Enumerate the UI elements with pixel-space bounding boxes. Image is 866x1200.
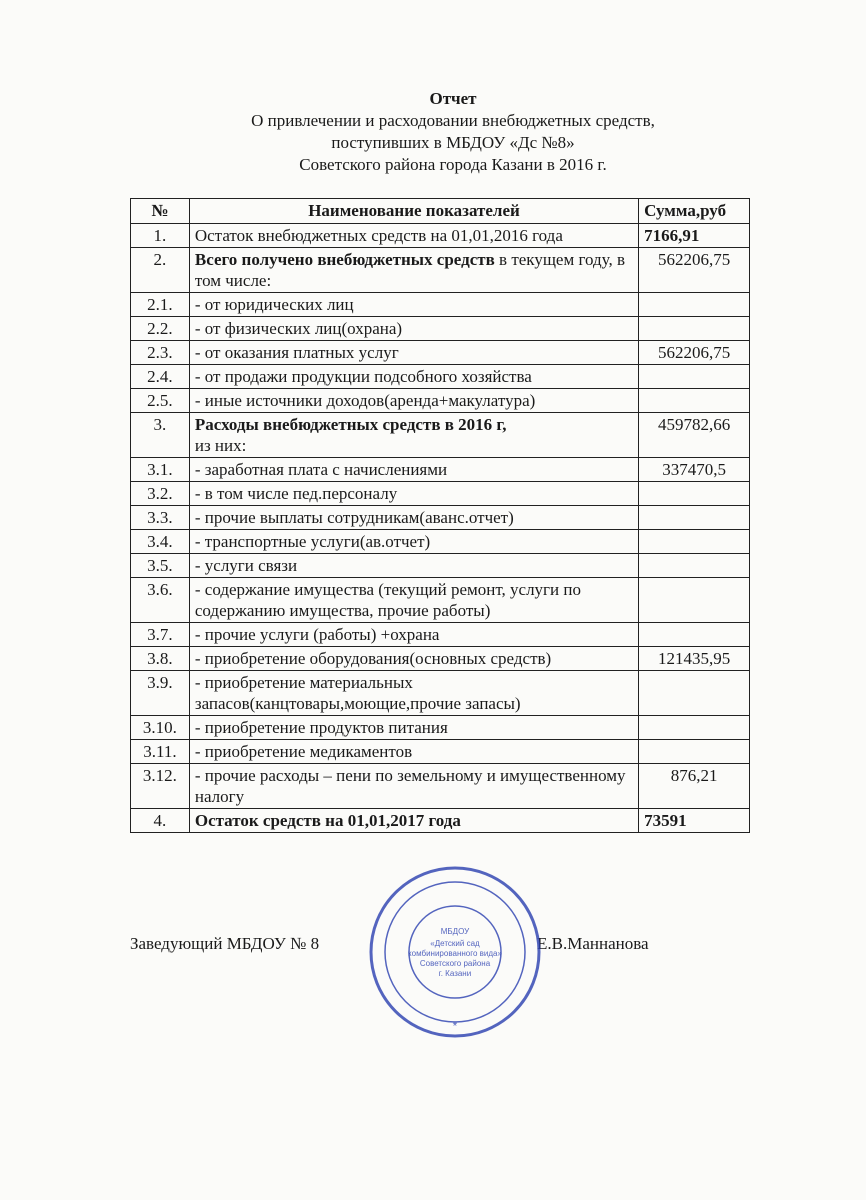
svg-text:г. Казани: г. Казани	[438, 969, 472, 978]
row-name-text: - от физических лиц(охрана)	[194, 319, 403, 338]
row-number: 3.4.	[131, 530, 190, 554]
row-number: 3.7.	[131, 623, 190, 647]
row-name-text: - прочие расходы – пени по земельному и имущественному налогу	[194, 766, 626, 806]
table-row	[131, 248, 750, 293]
table-row	[131, 341, 750, 365]
row-indicator-name	[189, 389, 638, 413]
row-name-text: - прочие услуги (работы) +охрана	[194, 625, 440, 644]
row-number: 2.1.	[131, 293, 190, 317]
column-header-name: Наименование показателей	[189, 199, 638, 224]
row-indicator-name	[189, 317, 638, 341]
row-sum: 876,21	[639, 764, 750, 809]
row-number: 3.3.	[131, 506, 190, 530]
row-sum	[639, 530, 750, 554]
svg-text:Советского района: Советского района	[419, 959, 491, 968]
row-sum	[639, 740, 750, 764]
row-indicator-name	[189, 647, 638, 671]
row-name-bold: Остаток средств на 01,01,2017 года	[194, 811, 461, 830]
row-number: 3.	[131, 413, 190, 458]
row-sum	[639, 506, 750, 530]
row-number: 3.5.	[131, 554, 190, 578]
row-number: 1.	[131, 224, 190, 248]
document-title: Отчет	[429, 89, 477, 108]
row-name-text: - содержание имущества (текущий ремонт, услуги по содержанию имущества, прочие работы)	[194, 580, 581, 620]
row-sum	[639, 482, 750, 506]
table-row	[131, 482, 750, 506]
table-row	[131, 623, 750, 647]
row-name-text: - приобретение медикаментов	[194, 742, 413, 761]
table-row	[131, 809, 750, 833]
row-name-text: - прочие выплаты сотрудникам(аванс.отчет)	[194, 508, 514, 527]
row-number: 3.6.	[131, 578, 190, 623]
row-indicator-name	[189, 809, 638, 833]
row-indicator-name	[189, 482, 638, 506]
row-sum: 459782,66	[639, 413, 750, 458]
row-name-bold: Всего получено внебюджетных средств	[194, 250, 495, 269]
table-row	[131, 554, 750, 578]
row-sum: 562206,75	[639, 248, 750, 293]
row-sum	[639, 317, 750, 341]
table-row	[131, 293, 750, 317]
row-name-text: - транспортные услуги(ав.отчет)	[194, 532, 431, 551]
row-sum	[639, 293, 750, 317]
row-name-text: - от оказания платных услуг	[194, 343, 399, 362]
row-sum	[639, 365, 750, 389]
table-row	[131, 530, 750, 554]
title-line-1: О привлечении и расходовании внебюджетных средств,	[251, 111, 655, 130]
row-name-text: в текущем году, в том числе:	[194, 250, 625, 290]
title-line-3: Советского района города Казани в 2016 г.	[299, 155, 607, 174]
table-row	[131, 365, 750, 389]
column-header-number: №	[131, 199, 190, 224]
table-row	[131, 458, 750, 482]
svg-text:комбинированного вида»: комбинированного вида»	[408, 949, 502, 958]
table-row	[131, 647, 750, 671]
svg-text:*: *	[452, 1019, 458, 1033]
row-name-text: - приобретение продуктов питания	[194, 718, 448, 737]
row-indicator-name	[189, 671, 638, 716]
row-sum	[639, 554, 750, 578]
row-number: 3.8.	[131, 647, 190, 671]
table-row	[131, 413, 750, 458]
document-title-block	[0, 88, 866, 176]
official-seal-stamp	[365, 862, 545, 1042]
row-number: 3.11.	[131, 740, 190, 764]
row-number: 2.5.	[131, 389, 190, 413]
row-name-text: - услуги связи	[194, 556, 298, 575]
row-indicator-name	[189, 740, 638, 764]
title-line-2: поступивших в МБДОУ «Дс №8»	[331, 133, 575, 152]
row-indicator-name	[189, 293, 638, 317]
signature-position: Заведующий МБДОУ № 8	[130, 934, 320, 953]
table-row	[131, 764, 750, 809]
table-row	[131, 671, 750, 716]
row-sum	[639, 716, 750, 740]
row-indicator-name	[189, 623, 638, 647]
table-row	[131, 716, 750, 740]
row-number: 3.10.	[131, 716, 190, 740]
table-row	[131, 389, 750, 413]
row-name-text: - заработная плата с начислениями	[194, 460, 448, 479]
row-name-text: - в том числе пед.персоналу	[194, 484, 398, 503]
row-number: 3.1.	[131, 458, 190, 482]
row-sum: 562206,75	[639, 341, 750, 365]
row-indicator-name	[189, 458, 638, 482]
report-table	[130, 198, 750, 833]
row-name-bold: Расходы внебюджетных средств в 2016 г,	[194, 415, 507, 434]
row-indicator-name	[189, 554, 638, 578]
table-row	[131, 224, 750, 248]
row-indicator-name	[189, 764, 638, 809]
row-number: 3.12.	[131, 764, 190, 809]
row-name-text: - от юридических лиц	[194, 295, 354, 314]
row-number: 2.	[131, 248, 190, 293]
row-indicator-name	[189, 530, 638, 554]
svg-text:МБДОУ: МБДОУ	[440, 927, 470, 936]
row-name-text: - приобретение материальных запасов(канцтовары,моющие,прочие запасы)	[194, 673, 521, 713]
column-header-sum: Сумма,руб	[639, 199, 750, 224]
row-indicator-name	[189, 248, 638, 293]
svg-text:«Детский сад: «Детский сад	[430, 939, 480, 948]
row-name-text: - приобретение оборудования(основных средств)	[194, 649, 552, 668]
row-indicator-name	[189, 578, 638, 623]
row-name-text: - иные источники доходов(аренда+макулатура)	[194, 391, 536, 410]
row-sum: 121435,95	[639, 647, 750, 671]
table-row	[131, 740, 750, 764]
row-name-text: - от продажи продукции подсобного хозяйства	[194, 367, 532, 386]
table-row	[131, 578, 750, 623]
row-number: 2.2.	[131, 317, 190, 341]
table-row	[131, 506, 750, 530]
row-indicator-name	[189, 716, 638, 740]
row-sum: 337470,5	[639, 458, 750, 482]
row-indicator-name	[189, 506, 638, 530]
row-number: 2.3.	[131, 341, 190, 365]
table-header-row	[131, 199, 750, 224]
row-indicator-name	[189, 341, 638, 365]
table-row	[131, 317, 750, 341]
row-indicator-name	[189, 413, 638, 458]
row-name-text: Остаток внебюджетных средств на 01,01,2016 года	[194, 226, 563, 245]
row-number: 2.4.	[131, 365, 190, 389]
row-number: 3.9.	[131, 671, 190, 716]
row-sum: 73591	[639, 809, 750, 833]
row-number: 3.2.	[131, 482, 190, 506]
row-sum: 7166,91	[639, 224, 750, 248]
signature-name: Е.В.Маннанова	[537, 934, 649, 953]
row-indicator-name	[189, 365, 638, 389]
row-name-text: из них:	[194, 436, 247, 455]
row-number: 4.	[131, 809, 190, 833]
row-sum	[639, 623, 750, 647]
row-sum	[639, 578, 750, 623]
row-indicator-name	[189, 224, 638, 248]
row-sum	[639, 389, 750, 413]
row-sum	[639, 671, 750, 716]
